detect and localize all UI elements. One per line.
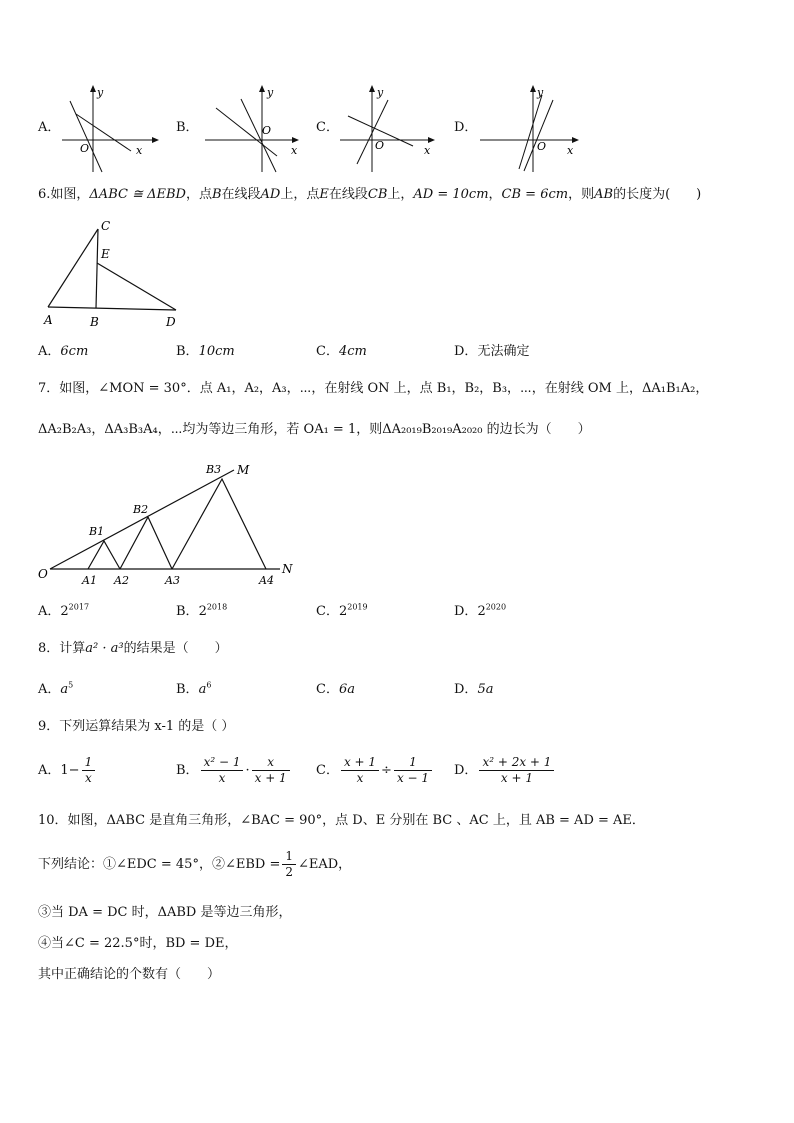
q5-c-o-label: O bbox=[375, 139, 385, 152]
numerator: 1 bbox=[282, 849, 296, 865]
q8-stem bbox=[38, 640, 228, 658]
q6-label-a: A bbox=[44, 313, 53, 327]
q7-option-a-exp: 2017 bbox=[68, 602, 90, 612]
q9-option-b-operator: · bbox=[245, 763, 250, 778]
q6-text: ，点 bbox=[185, 187, 212, 202]
q9-option-b-letter: B． bbox=[176, 763, 199, 778]
q8-option-d bbox=[454, 681, 493, 699]
q7-option-c bbox=[316, 603, 368, 621]
q9-option-b bbox=[176, 754, 292, 788]
q5-option-b-letter: B． bbox=[176, 120, 199, 135]
q5-a-y-label: y bbox=[97, 86, 104, 99]
denominator: x + 1 bbox=[254, 771, 287, 785]
q8-option-a bbox=[38, 681, 73, 699]
q5-b-o-label: O bbox=[262, 124, 272, 137]
q6-label-d: D bbox=[166, 315, 176, 329]
denominator: x bbox=[84, 771, 92, 785]
q8-option-b bbox=[176, 681, 211, 699]
q7-option-a bbox=[38, 603, 89, 621]
q6-point: B bbox=[211, 187, 222, 202]
q9-option-d bbox=[454, 754, 556, 788]
q7-option-a-letter: A． bbox=[38, 604, 61, 619]
q10-stem-line5: 其中正确结论的个数有（ ） bbox=[38, 967, 221, 982]
numerator: x² + 2x + 1 bbox=[479, 755, 554, 771]
q10-stem-line2 bbox=[38, 848, 351, 882]
q9-option-d-fraction bbox=[479, 755, 554, 786]
q7-option-d bbox=[454, 603, 506, 621]
q5-d-o-label: O bbox=[537, 140, 547, 153]
q7-option-b bbox=[176, 603, 227, 621]
q6-option-b-letter: B． bbox=[176, 344, 199, 359]
q6-text: .如图， bbox=[46, 187, 90, 202]
q7-label-o: O bbox=[38, 567, 48, 581]
numerator: 1 bbox=[394, 755, 432, 771]
q9-option-a-pre: 1− bbox=[60, 763, 80, 778]
q8-text: 的结果是（ ） bbox=[123, 641, 228, 656]
q8-option-a-base: a bbox=[60, 682, 69, 697]
q10-stem-line4: ④当∠C = 22.5°时，BD = DE， bbox=[38, 936, 238, 951]
denominator: 2 bbox=[285, 865, 293, 879]
q5-graph-c bbox=[340, 86, 434, 172]
q7-option-b-base: 2 bbox=[198, 604, 207, 619]
q6-option-d-letter: D． bbox=[454, 344, 478, 359]
q7-label-b2: B2 bbox=[133, 503, 149, 516]
q8-option-d-letter: D． bbox=[454, 682, 478, 697]
q7-option-d-base: 2 bbox=[477, 604, 486, 619]
q8-option-b-base: a bbox=[198, 682, 207, 697]
q6-segment: CB bbox=[367, 187, 388, 202]
q10-fraction bbox=[282, 849, 296, 880]
q6-option-c-letter: C． bbox=[316, 344, 339, 359]
q7-label-n: N bbox=[282, 562, 293, 576]
denominator: x bbox=[218, 771, 226, 785]
q6-option-d bbox=[454, 343, 529, 361]
q6-equation: AD = 10cm bbox=[413, 187, 489, 202]
q8-option-b-exp: 6 bbox=[206, 680, 212, 690]
q9-option-c bbox=[316, 754, 434, 788]
q10-text: ∠EAD， bbox=[297, 857, 352, 872]
q9-option-c-operator: ÷ bbox=[381, 763, 392, 778]
q9-option-a-letter: A． bbox=[38, 763, 61, 778]
q6-text: 在线段 bbox=[328, 187, 368, 202]
q7-option-b-letter: B． bbox=[176, 604, 199, 619]
q7-option-d-letter: D． bbox=[454, 604, 478, 619]
q5-c-y-label: y bbox=[377, 86, 384, 99]
q9-option-d-letter: D． bbox=[454, 763, 478, 778]
q7-option-a-base: 2 bbox=[60, 604, 69, 619]
numerator: 1 bbox=[82, 755, 96, 771]
q8-option-b-letter: B． bbox=[176, 682, 199, 697]
q9-option-a bbox=[38, 754, 97, 788]
q8-expression: a² · a³ bbox=[85, 641, 124, 656]
q6-equation: CB = 6cm bbox=[501, 187, 569, 202]
q6-text: 上，点 bbox=[280, 187, 320, 202]
q6-option-a bbox=[38, 343, 88, 361]
q6-point: E bbox=[319, 187, 329, 202]
q8-text: 8．计算 bbox=[38, 641, 86, 656]
q7-label-m: M bbox=[237, 463, 250, 477]
numerator: x + 1 bbox=[341, 755, 379, 771]
q6-congruence: ΔABC ≅ ΔEBD bbox=[89, 187, 186, 202]
denominator: x + 1 bbox=[500, 771, 533, 785]
q7-option-d-exp: 2020 bbox=[485, 602, 507, 612]
q5-option-c-letter: C． bbox=[316, 120, 339, 135]
q9-option-a-fraction bbox=[82, 755, 96, 786]
q9-option-c-letter: C． bbox=[316, 763, 339, 778]
q5-a-x-label: x bbox=[136, 144, 143, 157]
q7-option-c-base: 2 bbox=[338, 604, 348, 619]
q7-label-a1: A1 bbox=[82, 574, 97, 587]
q9-stem: 9．下列运算结果为 x-1 的是（ ） bbox=[38, 719, 235, 734]
q6-option-a-text: 6cm bbox=[60, 344, 89, 359]
q6-option-b-text: 10cm bbox=[198, 344, 235, 359]
q6-option-c-text: 4cm bbox=[338, 344, 367, 359]
q5-b-x-label: x bbox=[291, 144, 298, 157]
q9-option-b-fraction-1 bbox=[201, 755, 244, 786]
q6-segment: AB bbox=[594, 187, 614, 202]
q6-text: ， bbox=[488, 187, 502, 202]
q8-option-c-letter: C． bbox=[316, 682, 339, 697]
q8-option-c-text: 6a bbox=[338, 682, 355, 697]
q8-option-a-letter: A． bbox=[38, 682, 61, 697]
q6-segment: AD bbox=[260, 187, 281, 202]
q7-stem-line2: ΔA₂B₂A₃，ΔA₃B₃A₄，⋯均为等边三角形，若 OA₁ = 1，则ΔA₂₀₁₉B₂₀₁₉A₂₀₂₀ 的边长为（ ） bbox=[38, 422, 591, 437]
q10-stem-line3: ③当 DA = DC 时，ΔABD 是等边三角形， bbox=[38, 905, 292, 920]
q5-graph-d bbox=[480, 86, 578, 172]
q5-graph-a bbox=[62, 86, 158, 172]
q9-option-c-fraction-1 bbox=[341, 755, 379, 786]
q5-d-y-label: y bbox=[537, 86, 544, 99]
q6-text: 在线段 bbox=[221, 187, 261, 202]
q6-number: 6 bbox=[38, 187, 47, 202]
q7-option-c-exp: 2019 bbox=[347, 602, 368, 612]
q6-option-c bbox=[316, 343, 367, 361]
q8-option-d-text: 5a bbox=[477, 682, 494, 697]
q6-text: ，则 bbox=[568, 187, 595, 202]
q6-option-b bbox=[176, 343, 235, 361]
q6-text: 上， bbox=[387, 187, 414, 202]
q6-option-a-letter: A． bbox=[38, 344, 61, 359]
q6-figure bbox=[30, 218, 230, 338]
q10-stem-line1: 10．如图，ΔABC 是直角三角形，∠BAC = 90°，点 D、E 分别在 BC 、AC 上，且 AB = AD = AE． bbox=[38, 813, 645, 828]
q5-option-d-letter: D． bbox=[454, 120, 478, 135]
q5-b-y-label: y bbox=[267, 86, 274, 99]
q7-label-b1: B1 bbox=[89, 525, 105, 538]
q5-option-a-letter: A． bbox=[38, 120, 61, 135]
q5-c-x-label: x bbox=[424, 144, 431, 157]
q7-option-c-letter: C． bbox=[316, 604, 339, 619]
q8-option-c bbox=[316, 681, 355, 699]
q6-text: 的长度为( ) bbox=[613, 187, 702, 202]
q5-graph-b bbox=[205, 86, 298, 172]
q6-label-b: B bbox=[90, 315, 99, 329]
q7-label-a2: A2 bbox=[114, 574, 129, 587]
q6-option-d-text: 无法确定 bbox=[477, 344, 530, 359]
q8-option-a-exp: 5 bbox=[68, 680, 74, 690]
q6-label-c: C bbox=[101, 219, 111, 233]
q9-option-b-fraction-2 bbox=[252, 755, 290, 786]
denominator: x − 1 bbox=[396, 771, 430, 785]
numerator: x² − 1 bbox=[201, 755, 244, 771]
q5-a-o-label: O bbox=[80, 142, 90, 155]
q6-label-e: E bbox=[101, 247, 110, 261]
numerator: x bbox=[252, 755, 290, 771]
q7-label-b3: B3 bbox=[206, 463, 222, 476]
q5-graphs bbox=[0, 0, 794, 180]
q10-text: 下列结论：①∠EDC = 45°，②∠EBD = bbox=[38, 857, 281, 872]
q5-d-x-label: x bbox=[567, 144, 574, 157]
q9-option-c-fraction-2 bbox=[394, 755, 432, 786]
q7-label-a3: A3 bbox=[165, 574, 180, 587]
q7-label-a4: A4 bbox=[259, 574, 274, 587]
q6-stem bbox=[38, 186, 701, 204]
q7-stem-line1: 7．如图，∠MON = 30°．点 A₁，A₂，A₃，⋯，在射线 ON 上，点 B₁，B₂，B₃，⋯，在射线 OM 上，ΔA₁B₁A₂， bbox=[38, 381, 709, 396]
q7-option-b-exp: 2018 bbox=[206, 602, 228, 612]
denominator: x bbox=[356, 771, 364, 785]
q7-figure bbox=[34, 456, 314, 596]
